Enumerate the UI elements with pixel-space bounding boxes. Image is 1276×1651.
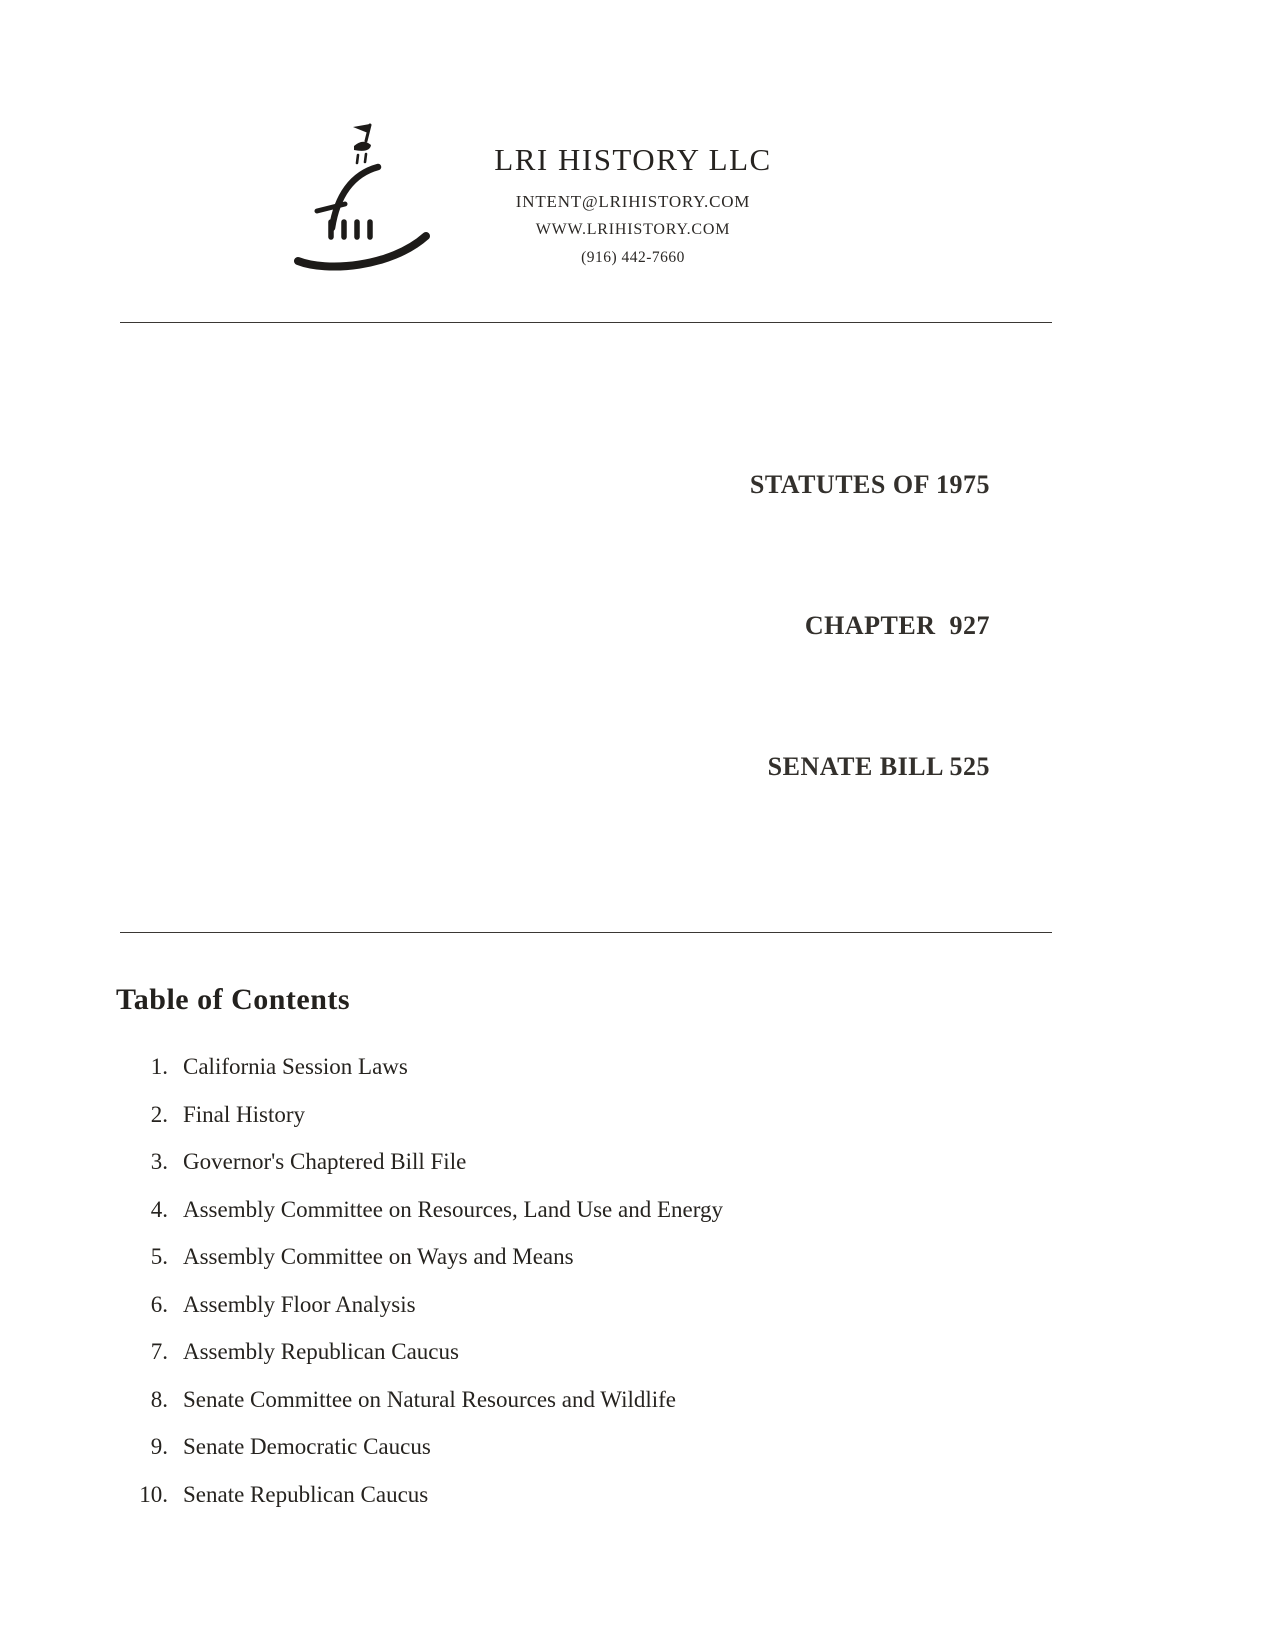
company-block xyxy=(468,118,798,267)
toc-item-label: Governor's Chaptered Bill File xyxy=(183,1149,467,1174)
toc-item-label: Assembly Floor Analysis xyxy=(183,1291,416,1317)
toc-item xyxy=(0,1245,1276,1268)
toc-item-number: 9. xyxy=(150,1434,168,1459)
company-name: LRI HISTORY LLC xyxy=(494,142,772,177)
toc-item xyxy=(0,1198,1276,1221)
toc-item xyxy=(0,1150,1276,1173)
toc-item-number: 2. xyxy=(150,1101,168,1127)
toc-item-number: 4. xyxy=(150,1196,168,1222)
toc-list xyxy=(0,1055,1276,1506)
statutes-line: STATUTES OF 1975 xyxy=(749,470,990,499)
toc-item-number: 8. xyxy=(150,1386,168,1412)
toc-item-number: 5. xyxy=(150,1244,168,1269)
chapter-line: CHAPTER 927 xyxy=(804,611,990,640)
document-reference xyxy=(0,367,1276,884)
senate-bill-line: SENATE BILL 525 xyxy=(767,752,990,781)
toc-heading: Table of Contents xyxy=(116,983,351,1016)
toc-item xyxy=(0,1293,1276,1316)
company-phone: (916) 442-7660 xyxy=(581,249,685,266)
company-email: INTENT@LRIHISTORY.COM xyxy=(515,192,751,211)
company-website: WWW.LRIHISTORY.COM xyxy=(535,221,731,238)
toc-item xyxy=(0,1483,1276,1506)
toc-item-number: 7. xyxy=(150,1339,168,1364)
toc-item-number: 6. xyxy=(150,1291,168,1317)
toc-item-label: Assembly Committee on Ways and Means xyxy=(183,1244,574,1269)
letterhead xyxy=(0,0,1276,276)
toc-item-number: 3. xyxy=(150,1149,168,1174)
toc-item xyxy=(0,1340,1276,1363)
divider-top xyxy=(120,322,1052,323)
toc-item-label: Senate Committee on Natural Resources and Wildlife xyxy=(183,1386,677,1412)
toc-item-label: Final History xyxy=(183,1101,306,1127)
toc-item-number: 1. xyxy=(150,1054,168,1079)
divider-bottom xyxy=(120,932,1052,933)
toc-item-label: California Session Laws xyxy=(183,1054,408,1079)
toc-item-number: 10. xyxy=(139,1481,168,1507)
toc-item-label: Senate Republican Caucus xyxy=(183,1481,429,1507)
capitol-dome-logo-icon xyxy=(292,118,434,276)
toc-item xyxy=(0,1388,1276,1411)
toc-item xyxy=(0,1055,1276,1078)
toc-item-label: Assembly Committee on Resources, Land Use and Energy xyxy=(183,1196,723,1222)
toc-item-label: Assembly Republican Caucus xyxy=(183,1339,459,1364)
toc-item xyxy=(0,1103,1276,1126)
toc-item xyxy=(0,1435,1276,1458)
toc-item-label: Senate Democratic Caucus xyxy=(183,1434,431,1459)
